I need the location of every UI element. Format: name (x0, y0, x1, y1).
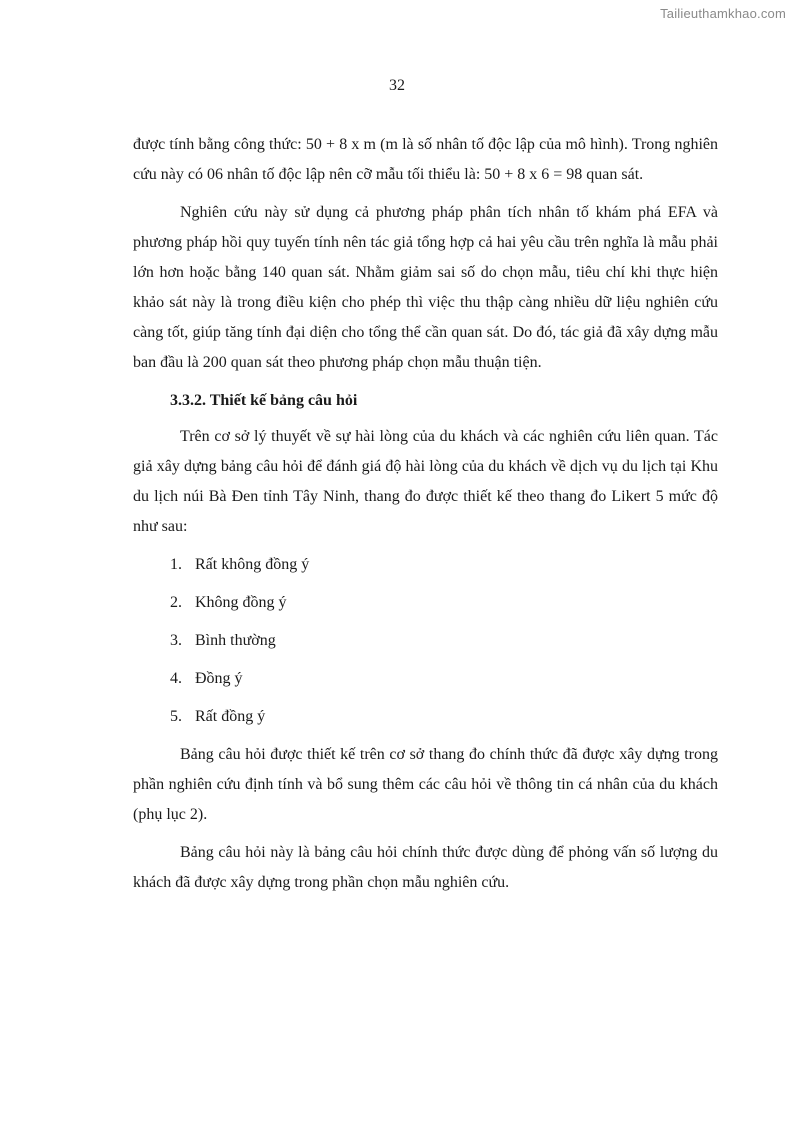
list-item-label: Không đồng ý (195, 594, 287, 611)
list-item (133, 626, 718, 656)
list-item-label: Đồng ý (195, 670, 243, 687)
paragraph-sample-size-formula: được tính bằng công thức: 50 + 8 x m (m là số nhân tố độc lập của mô hình). Trong nghiên cứu này có 06 nhân tố độc lập nên cỡ mẫu tối thiểu là: 50 + 8 x 6 = 98 quan sát. (133, 136, 718, 183)
list-item-label: Rất không đồng ý (195, 556, 310, 573)
likert-scale-list (133, 550, 718, 732)
paragraph-sample-method: Nghiên cứu này sử dụng cả phương pháp phân tích nhân tố khám phá EFA và phương pháp hồi quy tuyến tính nên tác giả tổng hợp cả hai yêu cầu trên nghĩa là mẫu phải lớn hơn hoặc bằng 140 quan sát. Nhằm giảm sai số do chọn mẫu, tiêu chí khi thực hiện khảo sát này là trong điều kiện cho phép thì việc thu thập càng nhiều dữ liệu nghiên cứu càng tốt, giúp tăng tính đại diện cho tổng thể cần quan sát. Do đó, tác giả đã xây dựng mẫu ban đầu là 200 quan sát theo phương pháp chọn mẫu thuận tiện. (133, 204, 718, 371)
section-heading: 3.3.2. Thiết kế bảng câu hỏi (170, 392, 358, 409)
list-item (133, 550, 718, 580)
list-item-number: 5. (170, 708, 182, 725)
page-number: 32 (389, 77, 405, 94)
list-item (133, 588, 718, 618)
paragraph-questionnaire-design: Bảng câu hỏi được thiết kế trên cơ sở thang đo chính thức đã được xây dựng trong phần nghiên cứu định tính và bổ sung thêm các câu hỏi về thông tin cá nhân của du khách (phụ lục 2). (133, 746, 718, 823)
watermark: Tailieuthamkhao.com (660, 6, 786, 21)
list-item-number: 4. (170, 670, 182, 687)
list-item-number: 1. (170, 556, 182, 573)
list-item-number: 2. (170, 594, 182, 611)
list-item (133, 664, 718, 694)
paragraph-questionnaire-intro: Trên cơ sở lý thuyết về sự hài lòng của du khách và các nghiên cứu liên quan. Tác giả xây dựng bảng câu hỏi để đánh giá độ hài lòng của du khách về dịch vụ du lịch tại Khu du lịch núi Bà Đen tỉnh Tây Ninh, thang đo được thiết kế theo thang đo Likert 5 mức độ như sau: (133, 428, 718, 535)
list-item-number: 3. (170, 632, 182, 649)
document-body (133, 130, 718, 906)
list-item-label: Rất đồng ý (195, 708, 266, 725)
list-item-label: Bình thường (195, 632, 276, 649)
list-item (133, 702, 718, 732)
paragraph-questionnaire-usage: Bảng câu hỏi này là bảng câu hỏi chính thức được dùng để phỏng vấn số lượng du khách đã được xây dựng trong phần chọn mẫu nghiên cứu. (133, 844, 718, 891)
